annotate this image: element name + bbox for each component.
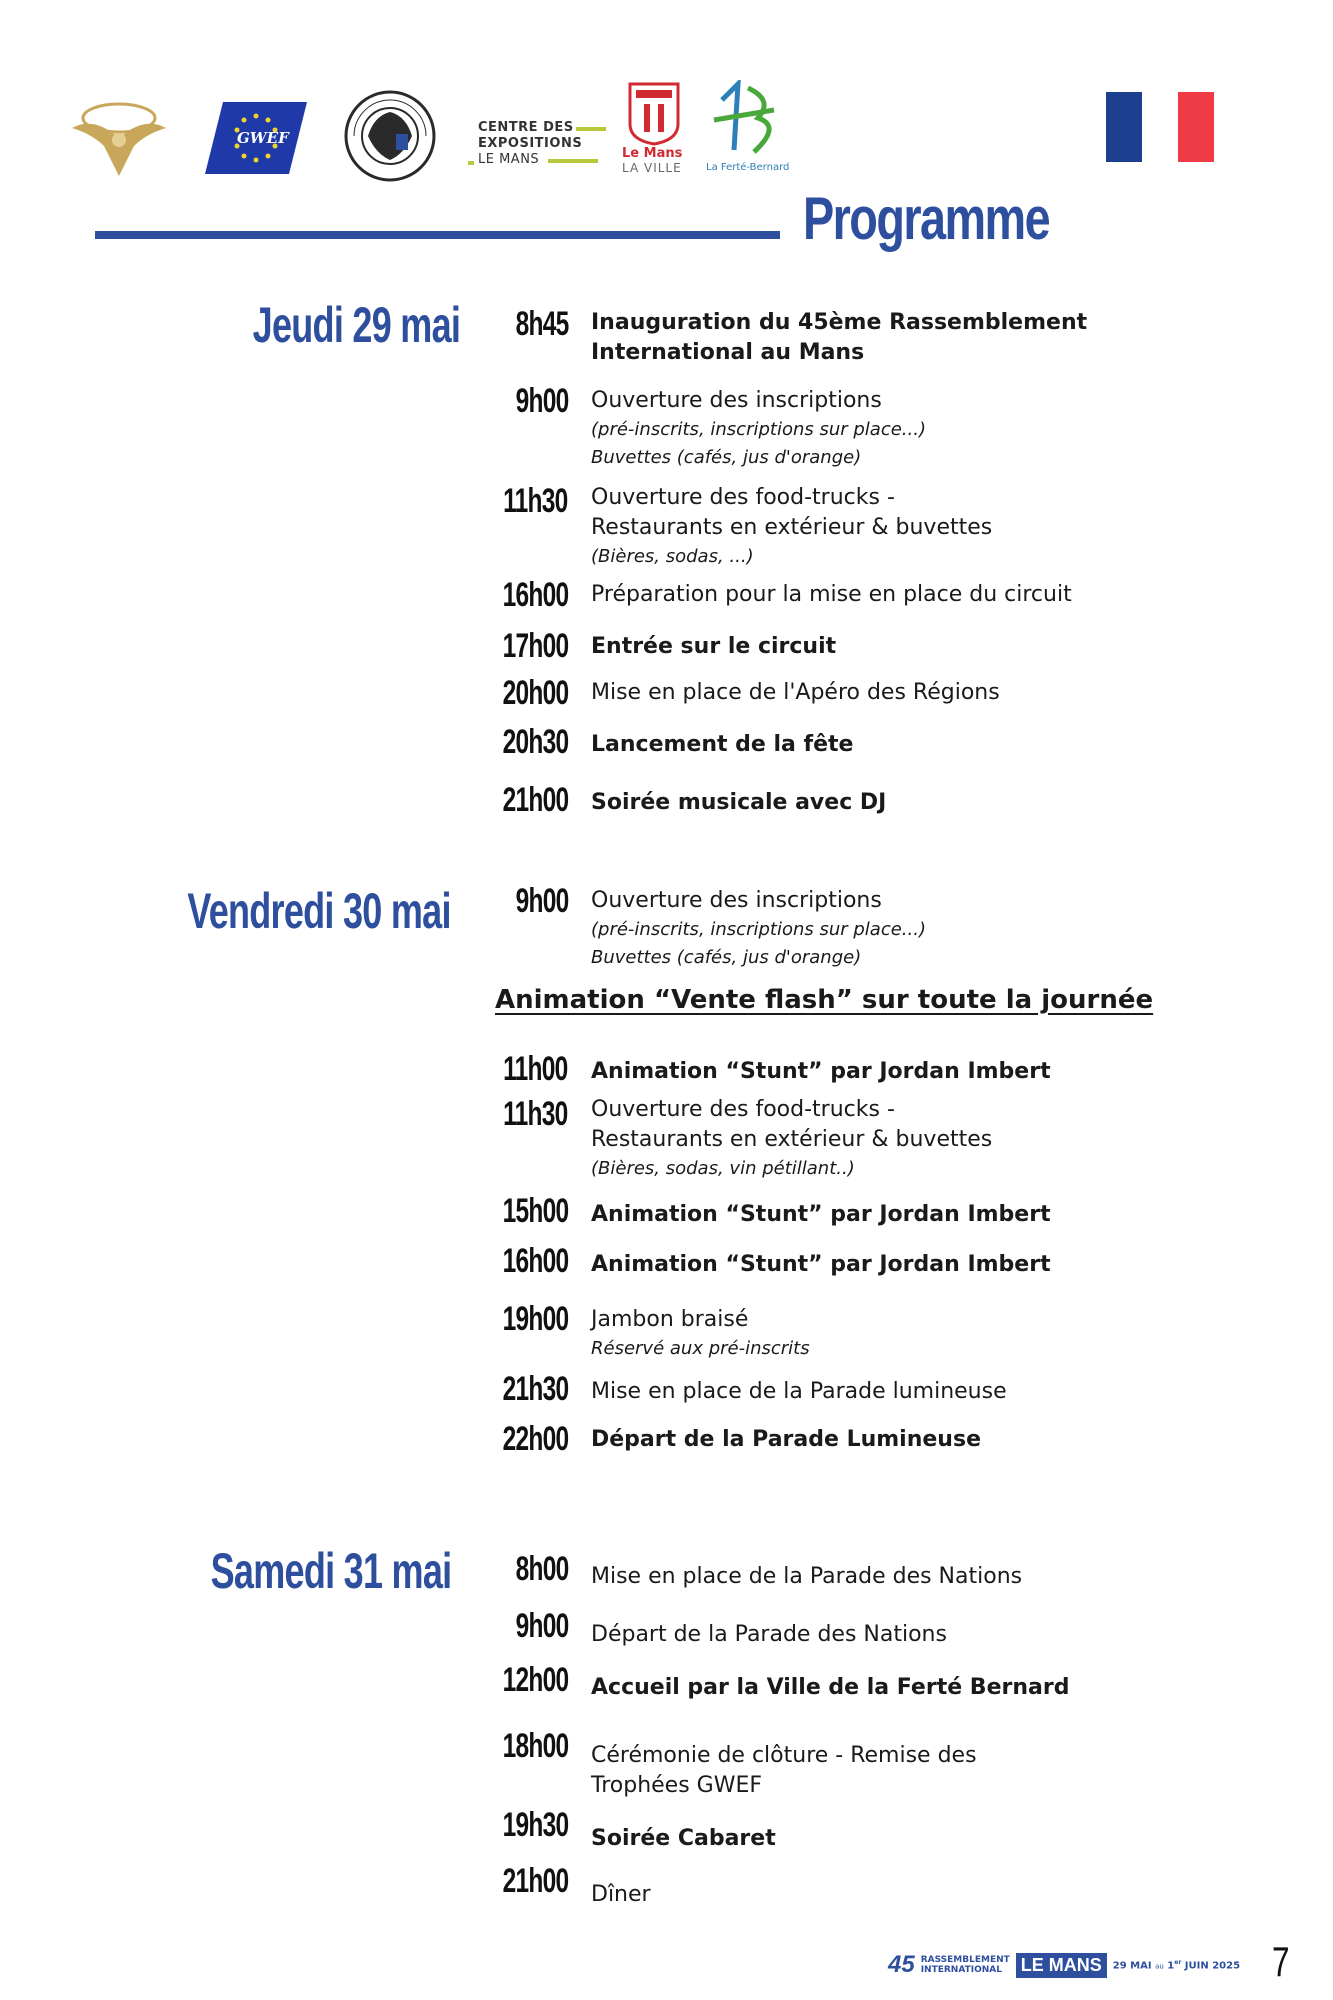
- event-time: 9h00: [515, 382, 568, 420]
- event-title-line: Inauguration du 45ème Rassemblement: [591, 310, 1088, 335]
- bretagne-badge-icon: [344, 90, 436, 182]
- event-title-line: Dîner: [591, 1882, 651, 1907]
- event-time-box: [440, 1300, 568, 1340]
- event-title-line: Mise en place de la Parade des Nations: [591, 1564, 1023, 1589]
- event-time-box: [440, 627, 568, 667]
- event-item: [591, 788, 1151, 818]
- event-note: Réservé aux pré-inscrits: [591, 1338, 810, 1359]
- flag-blue-band: [1106, 92, 1142, 162]
- event-title-line: Départ de la Parade des Nations: [591, 1622, 947, 1647]
- la-ville-text: LA VILLE: [622, 161, 682, 175]
- event-item: [591, 1095, 1151, 1183]
- event-time: 11h30: [503, 482, 568, 520]
- event-time: 19h30: [502, 1806, 568, 1844]
- event-time: 21h00: [502, 781, 568, 819]
- event-item: [591, 1562, 1151, 1592]
- title-rule: [95, 231, 780, 239]
- event-time: 9h00: [515, 1607, 568, 1645]
- page-title: Programme: [803, 185, 1050, 252]
- event-time: 21h00: [502, 1862, 568, 1900]
- day-heading: Jeudi 29 mai: [252, 297, 460, 353]
- footer-date-end: JUIN 2025: [1184, 1960, 1241, 1972]
- event-time-box: [440, 882, 568, 922]
- event-time-box: [440, 576, 568, 616]
- event-item: [591, 1425, 1151, 1455]
- event-item: [591, 1824, 1151, 1854]
- ferte-bernard-logo: [704, 80, 790, 178]
- event-item: [591, 1377, 1151, 1407]
- event-time-box: [440, 1661, 568, 1701]
- footer-date-day: 1: [1167, 1960, 1175, 1972]
- gwef-logo: [205, 102, 307, 174]
- event-note: (pré-inscrits, inscriptions sur place...): [591, 919, 926, 940]
- event-time-box: [440, 1050, 568, 1090]
- event-note: Buvettes (cafés, jus d'orange): [591, 947, 862, 968]
- event-time: 8h45: [515, 305, 568, 343]
- event-time: 21h30: [502, 1370, 568, 1408]
- footer-date-start: 29 MAI: [1112, 1960, 1152, 1972]
- event-time: 18h00: [502, 1727, 568, 1765]
- event-note: Buvettes (cafés, jus d'orange): [591, 447, 862, 468]
- event-time: 19h00: [502, 1300, 568, 1338]
- flag-white-band: [1142, 92, 1178, 162]
- event-item: [591, 1250, 1151, 1280]
- event-time-box: [440, 1095, 568, 1135]
- event-title-line: Accueil par la Ville de la Ferté Bernard: [591, 1675, 1070, 1700]
- event-time-box: [440, 1192, 568, 1232]
- event-title-line: International au Mans: [591, 340, 865, 365]
- event-title-line: Animation “Stunt” par Jordan Imbert: [591, 1202, 1051, 1227]
- footer-rassemblement: [921, 1955, 1010, 1975]
- ferte-bernard-emblem-icon: [704, 80, 784, 160]
- event-time: 22h00: [502, 1420, 568, 1458]
- event-item: [591, 886, 1151, 972]
- event-time: 20h00: [502, 674, 568, 712]
- event-time-box: [440, 1806, 568, 1846]
- footer-event-badge: [888, 1950, 1240, 1980]
- event-item: [591, 308, 1151, 368]
- event-time: 12h00: [502, 1661, 568, 1699]
- event-item: [591, 1741, 1151, 1801]
- event-title-line: Animation “Stunt” par Jordan Imbert: [591, 1252, 1051, 1277]
- le-mans-text: Le Mans: [622, 146, 683, 161]
- event-time-box: [440, 1550, 568, 1590]
- gwef-logo-text: GWEF: [237, 129, 289, 147]
- footer-dates: [1113, 1959, 1240, 1971]
- event-title-line: Restaurants en extérieur & buvettes: [591, 1127, 993, 1152]
- footer-date-sup: er: [1174, 1958, 1182, 1966]
- event-time: 16h00: [502, 576, 568, 614]
- event-title-line: Mise en place de la Parade lumineuse: [591, 1379, 1007, 1404]
- footer-line-2: INTERNATIONAL: [920, 1965, 1002, 1975]
- centre-expositions-logo: [468, 120, 606, 172]
- event-item: [591, 580, 1151, 610]
- event-time-box: [440, 674, 568, 714]
- event-item: [591, 678, 1151, 708]
- expo-line-2: EXPOSITIONS: [478, 136, 583, 151]
- event-item: [591, 1200, 1151, 1230]
- event-title-line: Jambon braisé: [591, 1307, 749, 1332]
- event-item: [591, 483, 1151, 571]
- event-title-line: Ouverture des inscriptions: [591, 388, 882, 413]
- event-title-line: Départ de la Parade Lumineuse: [591, 1427, 981, 1452]
- event-time: 15h00: [502, 1192, 568, 1230]
- event-time: 11h00: [503, 1050, 568, 1088]
- event-time-box: [440, 1607, 568, 1647]
- event-title-line: Ouverture des inscriptions: [591, 888, 882, 913]
- event-title-line: Mise en place de l'Apéro des Régions: [591, 680, 1000, 705]
- event-time-box: [440, 482, 568, 522]
- event-time: 16h00: [502, 1242, 568, 1280]
- flag-red-band: [1178, 92, 1214, 162]
- event-title-line: Animation “Stunt” par Jordan Imbert: [591, 1059, 1051, 1084]
- france-flag: [1106, 92, 1214, 162]
- event-item: [591, 1880, 1151, 1910]
- day-heading: Vendredi 30 mai: [187, 883, 451, 939]
- eagle-emblem-icon: [64, 98, 174, 180]
- event-time-box: [440, 1370, 568, 1410]
- footer-line-1: RASSEMBLEMENT: [920, 1955, 1010, 1965]
- event-title-line: Entrée sur le circuit: [591, 634, 837, 659]
- event-time-box: [440, 1862, 568, 1902]
- expo-green-bar: [468, 161, 474, 165]
- expo-line-1: CENTRE DES: [478, 120, 574, 135]
- event-item: [591, 632, 1151, 662]
- event-note: (Bières, sodas, vin pétillant..): [591, 1158, 855, 1179]
- event-time-box: [440, 723, 568, 763]
- event-time: 9h00: [515, 882, 568, 920]
- event-title-line: Soirée musicale avec DJ: [591, 790, 887, 815]
- event-item: [591, 1057, 1151, 1087]
- ferte-bernard-text: La Ferté-Bernard: [706, 162, 790, 173]
- event-title-line: Cérémonie de clôture - Remise des: [591, 1743, 977, 1768]
- le-mans-crest-icon: [618, 78, 690, 146]
- event-time-box: [440, 1242, 568, 1282]
- footer-number: 45: [888, 1951, 915, 1978]
- day-heading: Samedi 31 mai: [210, 1543, 451, 1599]
- event-title-line: Ouverture des food-trucks -: [591, 485, 895, 510]
- vente-flash-banner: Animation “Vente flash” sur toute la journée: [495, 985, 1154, 1015]
- event-title-line: Préparation pour la mise en place du circuit: [591, 582, 1072, 607]
- event-note: (Bières, sodas, ...): [591, 546, 754, 567]
- event-title-line: Lancement de la fête: [591, 732, 854, 757]
- event-time: 8h00: [515, 1550, 568, 1588]
- event-time-box: [440, 1727, 568, 1767]
- expo-green-bar: [576, 127, 606, 131]
- goldwing-club-mans-logo: [64, 98, 174, 180]
- event-time: 17h00: [502, 627, 568, 665]
- event-title-line: Ouverture des food-trucks -: [591, 1097, 895, 1122]
- event-title-line: Restaurants en extérieur & buvettes: [591, 515, 993, 540]
- goldwing-bretagne-logo: [344, 90, 436, 182]
- event-title-line: Trophées GWEF: [591, 1773, 763, 1798]
- event-note: (pré-inscrits, inscriptions sur place...): [591, 419, 926, 440]
- event-item: [591, 1673, 1151, 1703]
- event-item: [591, 730, 1151, 760]
- event-title-line: Soirée Cabaret: [591, 1826, 776, 1851]
- event-time-box: [440, 382, 568, 422]
- event-time-box: [440, 1420, 568, 1460]
- event-time-box: [440, 305, 568, 345]
- footer-date-au: au: [1155, 1962, 1164, 1971]
- event-time: 20h30: [502, 723, 568, 761]
- event-item: [591, 1305, 1151, 1363]
- footer-city: LE MANS: [1016, 1953, 1107, 1978]
- event-item: [591, 386, 1151, 472]
- event-time: 11h30: [503, 1095, 568, 1133]
- event-item: [591, 1620, 1151, 1650]
- le-mans-ville-logo: [618, 78, 690, 178]
- event-time-box: [440, 781, 568, 821]
- expo-green-bar: [548, 159, 598, 163]
- page-number: 7: [1272, 1938, 1290, 1985]
- expo-line-3: LE MANS: [478, 152, 540, 167]
